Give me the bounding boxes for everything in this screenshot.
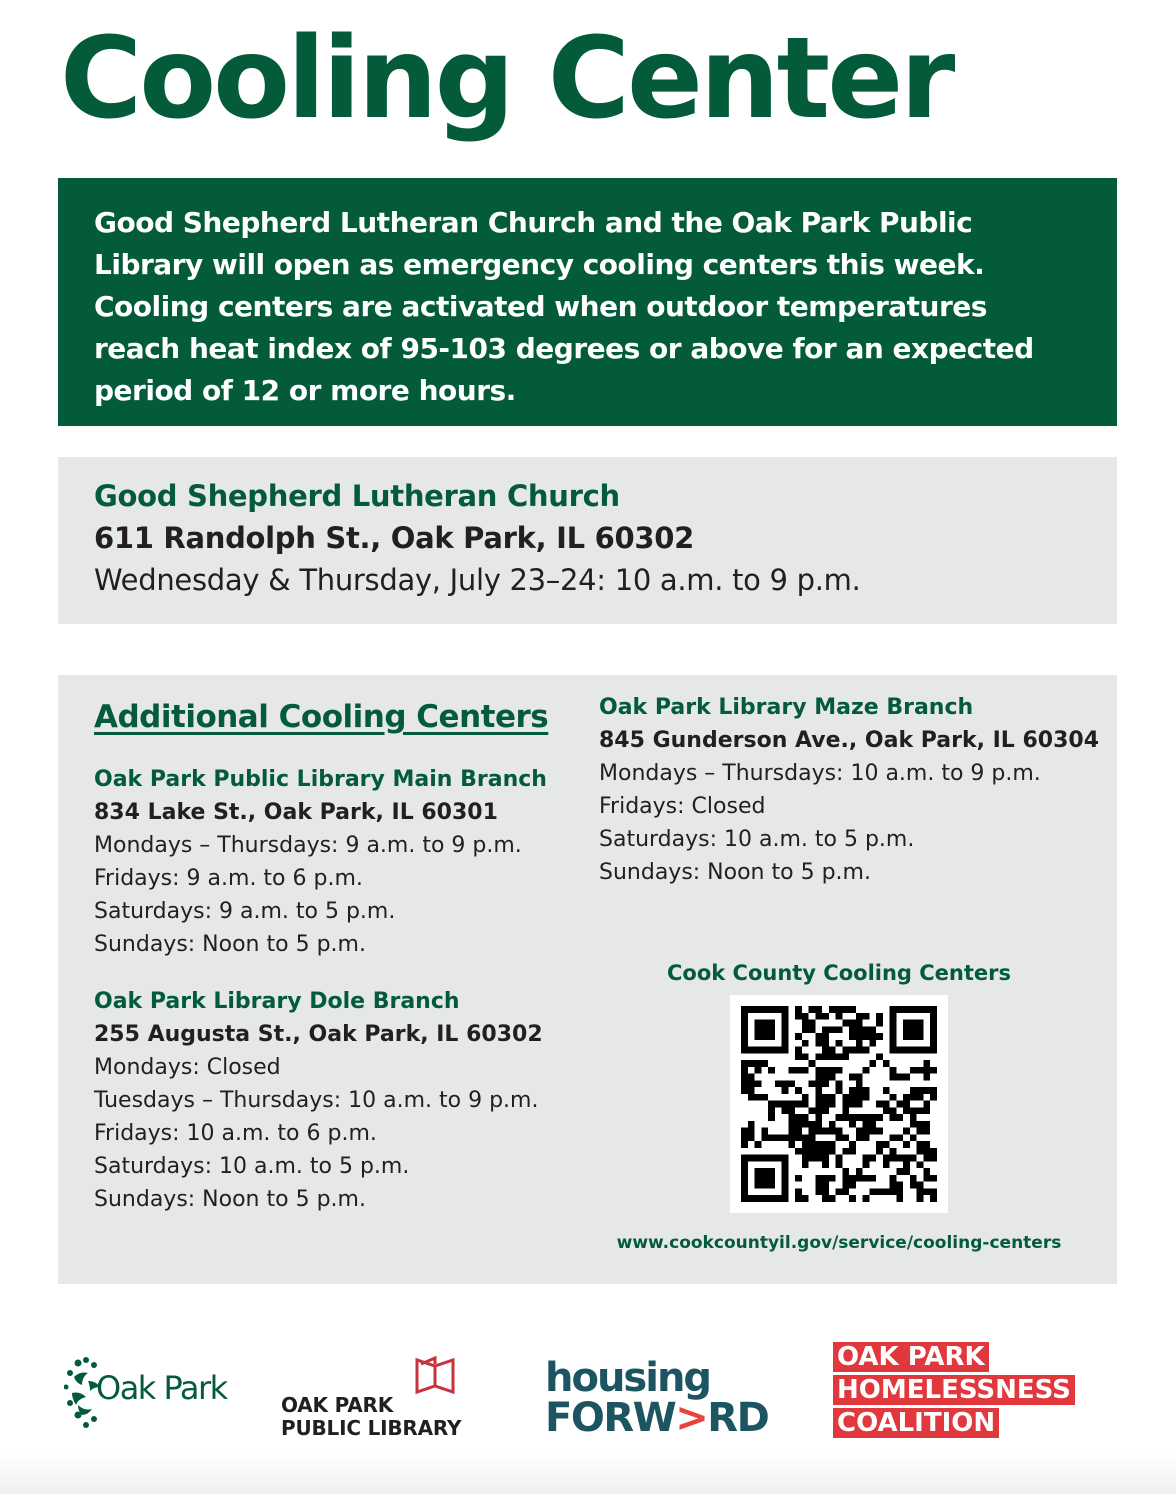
coalition-wordmark-line: COALITION <box>833 1408 999 1438</box>
coalition-wordmark-line: HOMELESSNESS <box>833 1375 1075 1405</box>
branch-address: 834 Lake St., Oak Park, IL 60301 <box>94 800 498 825</box>
branch-hours-line: Sundays: Noon to 5 p.m. <box>599 860 871 885</box>
additional-heading: Additional Cooling Centers <box>94 699 549 735</box>
branch-hours-line: Saturdays: 9 a.m. to 5 p.m. <box>94 899 396 924</box>
homelessness-coalition-logo <box>833 1342 1075 1441</box>
oak-park-wordmark: Oak Park <box>96 1369 227 1407</box>
branch-hours-line: Mondays – Thursdays: 10 a.m. to 9 p.m. <box>599 761 1041 786</box>
housing-wordmark: housing <box>545 1355 711 1401</box>
forward-wordmark <box>545 1395 769 1441</box>
branch-name: Oak Park Library Maze Branch <box>599 695 974 720</box>
branch-hours-line: Fridays: Closed <box>599 794 766 819</box>
library-wordmark <box>281 1394 461 1440</box>
open-book-icon <box>281 1356 471 1396</box>
branch-address: 255 Augusta St., Oak Park, IL 60302 <box>94 1022 543 1047</box>
branch-hours-line: Saturdays: 10 a.m. to 5 p.m. <box>94 1154 410 1179</box>
branch-address: 845 Gunderson Ave., Oak Park, IL 60304 <box>599 728 1100 753</box>
main-branch <box>94 763 594 961</box>
bottom-fade <box>0 1454 1176 1494</box>
library-wordmark-line: PUBLIC LIBRARY <box>281 1416 462 1440</box>
forward-part: RD <box>707 1395 769 1441</box>
branch-hours-line: Mondays: Closed <box>94 1055 281 1080</box>
branch-hours-line: Fridays: 10 a.m. to 6 p.m. <box>94 1121 377 1146</box>
branch-hours-line: Saturdays: 10 a.m. to 5 p.m. <box>599 827 915 852</box>
branch-hours-line: Tuesdays – Thursdays: 10 a.m. to 9 p.m. <box>94 1088 539 1113</box>
intro-text: Good Shepherd Lutheran Church and the Oak Park Public Library will open as emergency cooling centers this week. Cooling centers are activated when outdoor temperatures reach heat index of 95-103 degrees or above for an expected period of 12 or more hours. <box>94 206 1034 407</box>
qr-code[interactable] <box>730 995 948 1213</box>
additional-centers-panel <box>58 675 1117 1284</box>
maze-branch <box>599 691 1099 889</box>
cook-county-link[interactable]: www.cookcountyil.gov/service/cooling-centers <box>616 1233 1062 1253</box>
logo-strip <box>0 1342 1176 1450</box>
branch-hours-line: Sundays: Noon to 5 p.m. <box>94 1187 366 1212</box>
church-hours: Wednesday & Thursday, July 23–24: 10 a.m. to 9 p.m. <box>94 563 861 597</box>
page-title: Cooling Center <box>60 14 953 144</box>
church-address: 611 Randolph St., Oak Park, IL 60302 <box>94 521 694 555</box>
church-name: Good Shepherd Lutheran Church <box>94 479 620 513</box>
oak-park-logo <box>64 1355 227 1440</box>
branch-hours-line: Mondays – Thursdays: 9 a.m. to 9 p.m. <box>94 833 522 858</box>
intro-banner <box>58 178 1117 426</box>
branch-name: Oak Park Library Dole Branch <box>94 989 460 1014</box>
housing-forward-logo <box>545 1355 769 1441</box>
dole-branch <box>94 985 594 1216</box>
branch-name: Oak Park Public Library Main Branch <box>94 767 547 792</box>
branch-hours-line: Sundays: Noon to 5 p.m. <box>94 932 366 957</box>
left-column <box>94 695 594 1240</box>
library-wordmark-line: OAK PARK <box>281 1393 394 1417</box>
forward-arrow-icon: > <box>675 1395 708 1441</box>
library-logo <box>281 1356 471 1440</box>
cook-county-section <box>599 953 1079 1253</box>
forward-part: FORW <box>545 1395 676 1441</box>
coalition-wordmark-line: OAK PARK <box>833 1342 989 1372</box>
cook-county-title: Cook County Cooling Centers <box>666 961 1012 985</box>
right-column <box>599 691 1099 913</box>
branch-hours-line: Fridays: 9 a.m. to 6 p.m. <box>94 866 363 891</box>
qr-code-icon <box>741 1006 937 1202</box>
church-panel <box>58 457 1117 624</box>
